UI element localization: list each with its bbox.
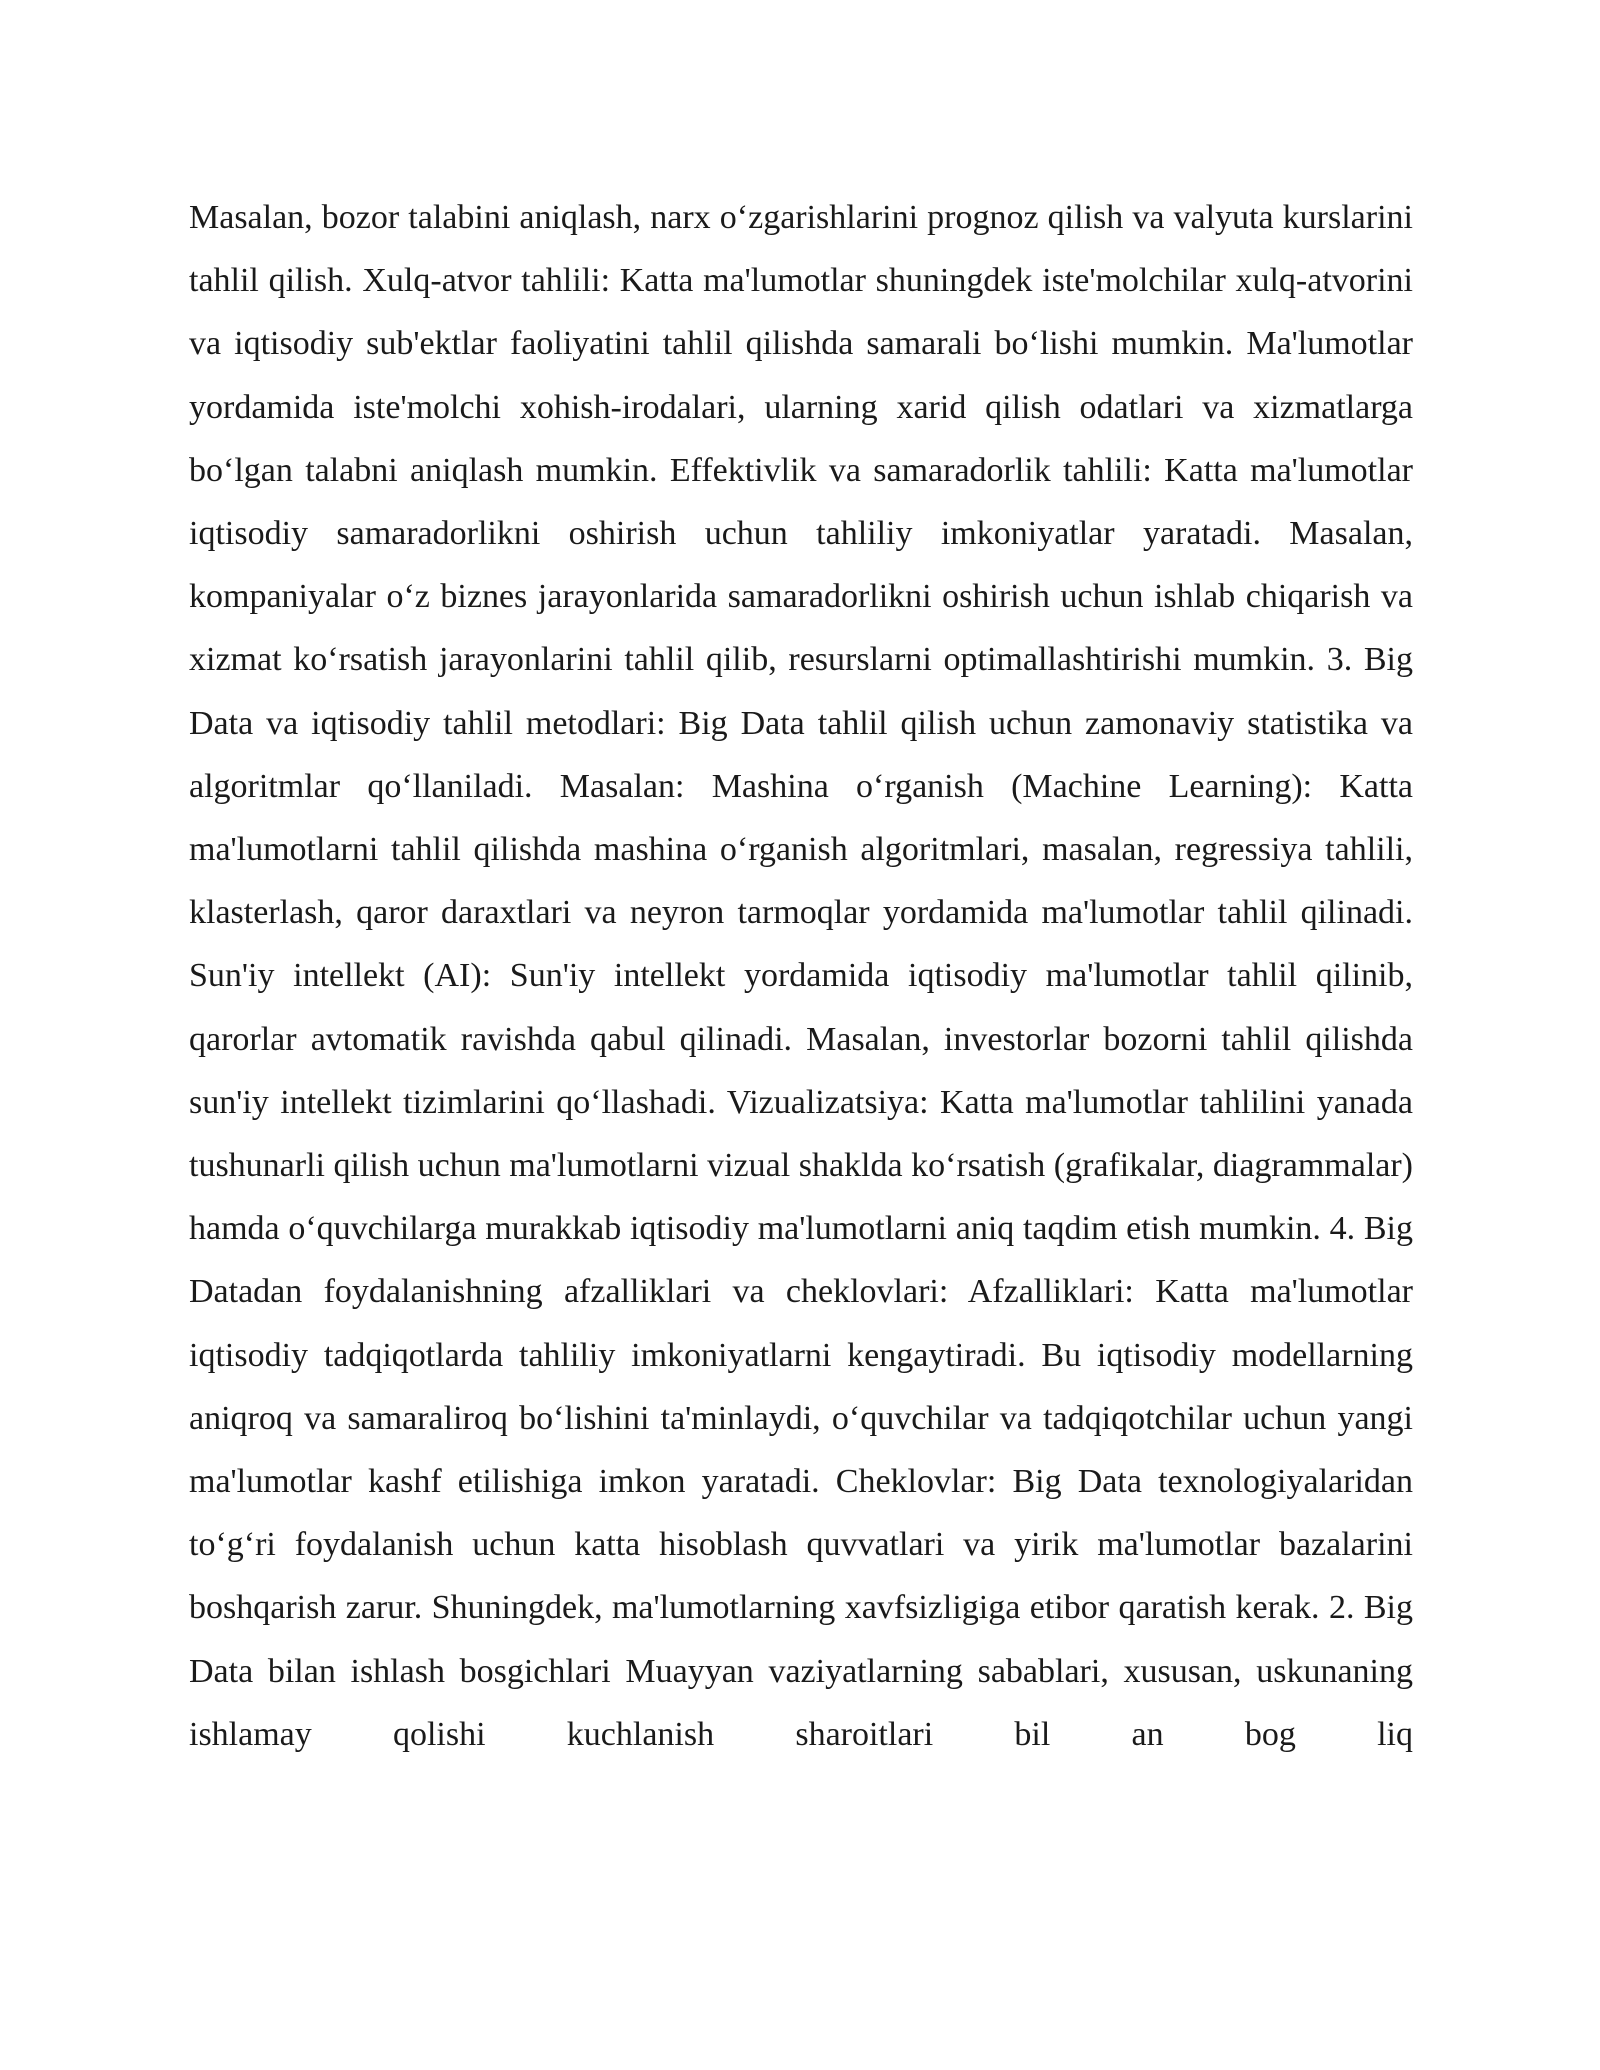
body-paragraph: Masalan, bozor talabini aniqlash, narx o‘zgarishlarini prognoz qilish va valyuta kurslarini tahlil qilish. Xulq-atvor tahlili: Katta ma'lumotlar shuningdek iste'molchilar xulq-atvorini va iqtisodiy sub'ektlar faoliyatini tahlil qilishda samarali bo‘lishi mumkin. Ma'lumotlar yordamida iste'molchi xohish-irodalari, ularning xarid qilish odatlari va xizmatlarga bo‘lgan talabni aniqlash mumkin. Effektivlik va samaradorlik tahlili: Katta ma'lumotlar iqtisodiy samaradorlikni oshirish uchun tahliliy imkoniyatlar yaratadi. Masalan, kompaniyalar o‘z biznes jarayonlarida samaradorlikni oshirish uchun ishlab chiqarish va xizmat ko‘rsatish jarayonlarini tahlil qilib, resurslarni optimallashtirishi mumkin. 3. Big Data va iqtisodiy tahlil metodlari: Big Data tahlil qilish uchun zamonaviy statistika va algoritmlar qo‘llaniladi. Masalan: Mashina o‘rganish (Machine Learning): Katta ma'lumotlarni tahlil qilishda mashina o‘rganish algoritmlari, masalan, regressiya tahlili, klasterlash, qaror daraxtlari va neyron tarmoqlar yordamida ma'lumotlar tahlil qilinadi. Sun'iy intellekt (AI): Sun'iy intellekt yordamida iqtisodiy ma'lumotlar tahlil qilinib, qarorlar avtomatik ravishda qabul qilinadi. Masalan, investorlar bozorni tahlil qilishda sun'iy intellekt tizimlarini qo‘llashadi. Vizualizatsiya: Katta ma'lumotlar tahlilini yanada tushunarli qilish uchun ma'lumotlarni vizual shaklda ko‘rsatish (grafikalar, diagrammalar) hamda o‘quvchilarga murakkab iqtisodiy ma'lumotlarni aniq taqdim etish mumkin. 4. Big Datadan foydalanishning afzalliklari va cheklovlari: Afzalliklari: Katta ma'lumotlar iqtisodiy tadqiqotlarda tahliliy imkoniyatlarni kengaytiradi. Bu iqtisodiy modellarning aniqroq va samaraliroq bo‘lishini ta'minlaydi, o‘quvchilar va tadqiqotchilar uchun yangi ma'lumotlar kashf etilishiga imkon yaratadi. Cheklovlar: Big Data texnologiyalaridan to‘g‘ri foydalanish uchun katta hisoblash quvvatlari va yirik ma'lumotlar bazalarini boshqarish zarur. Shuningdek, ma'lumotlarning xavfsizligiga etibor qaratish kerak. 2. Big Data bilan ishlash bosgichlari Muayyan vaziyatlarning sabablari, xususan, uskunaning ishlamay qolishi kuchlanish sharoitlari bil an bog liq (189, 199, 1413, 1753)
